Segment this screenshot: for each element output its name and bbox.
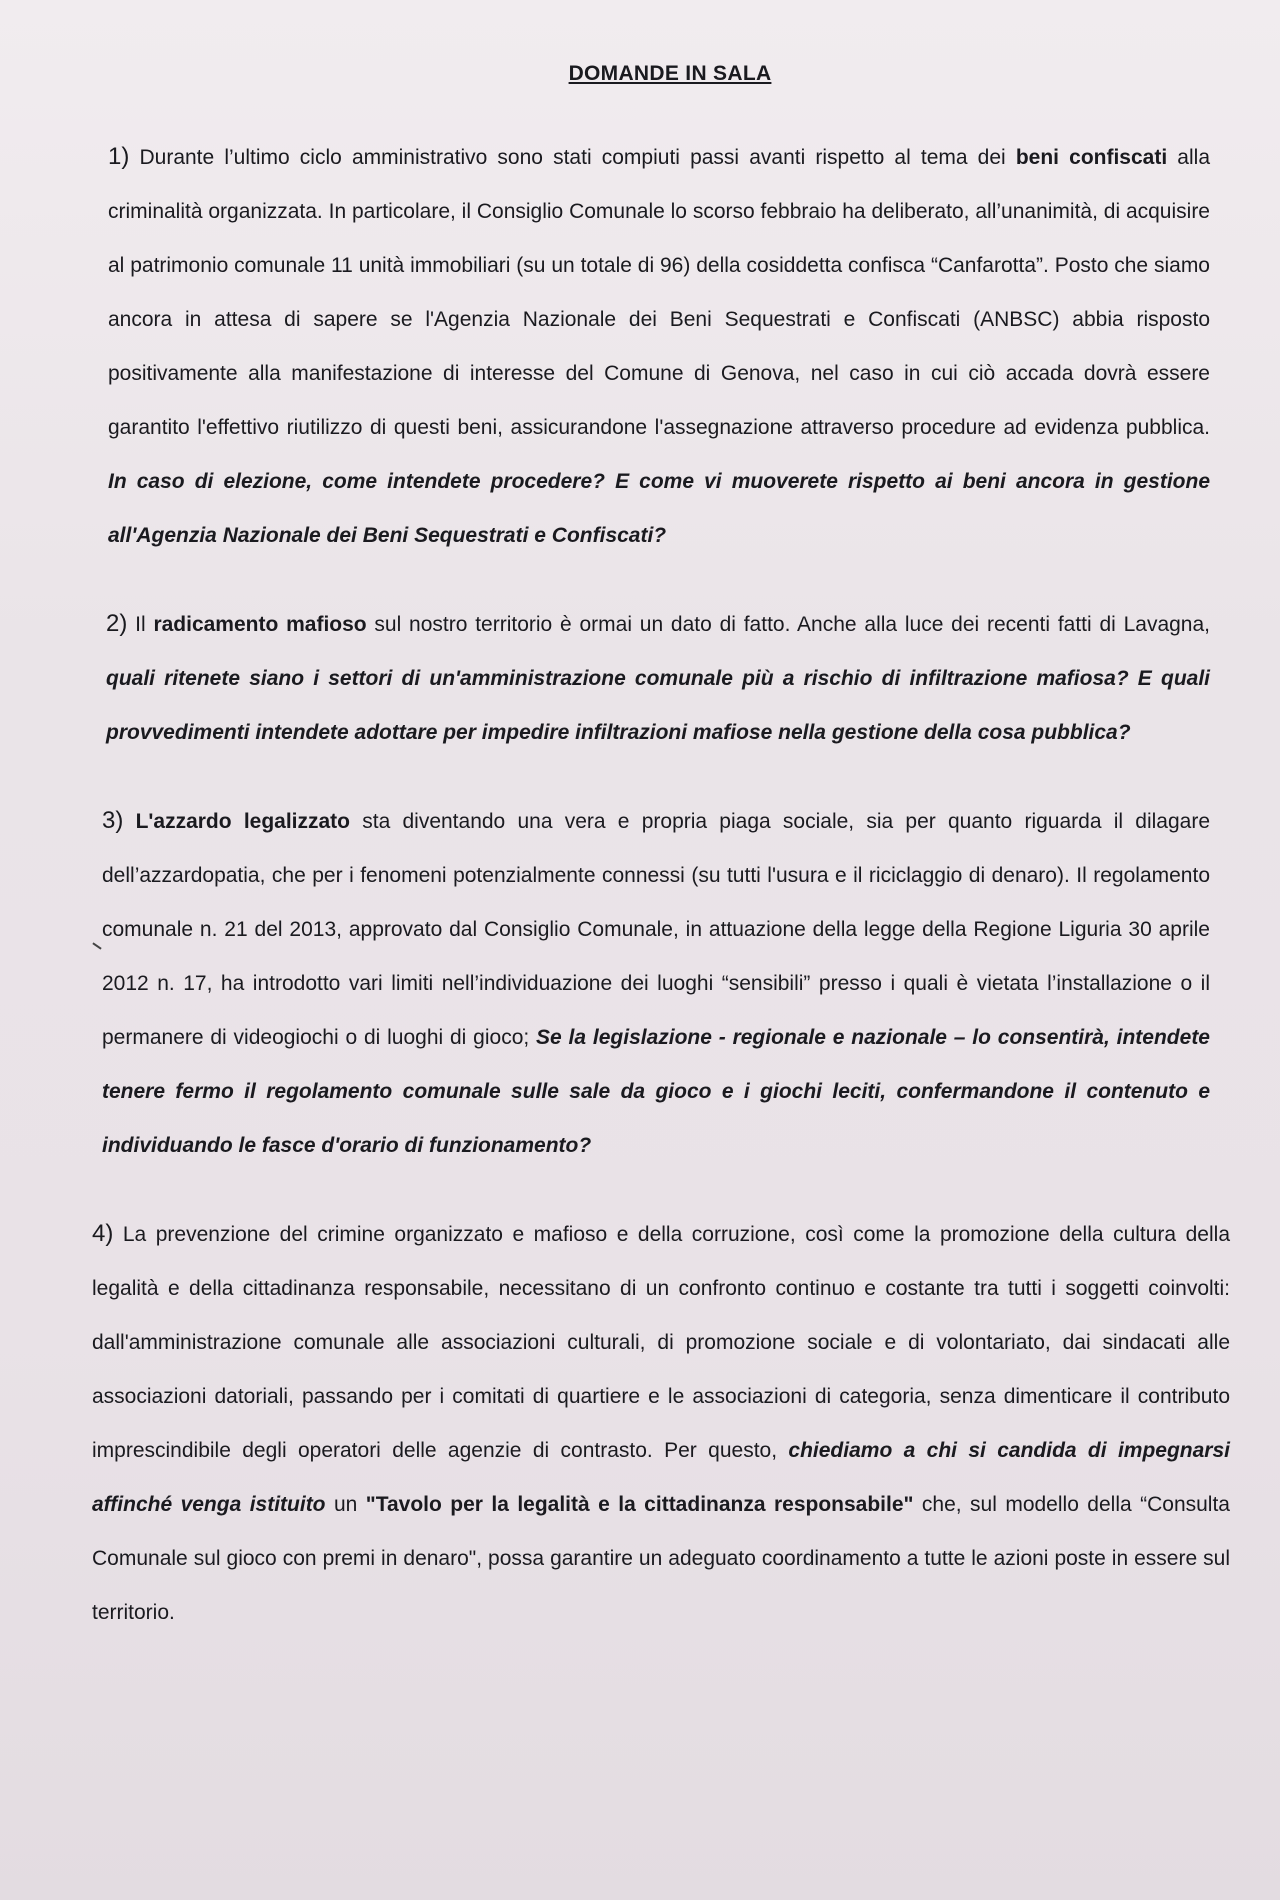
question-keyword: beni confiscati [1015,146,1168,169]
question-text: La prevenzione del crimine organizzato e mafioso e della corruzione, così come la promozione della cultura della legalità e della cittadinanza responsabile, necessitano di un confronto continuo e costante tra tutti i soggetti coinvolti: dall'amministrazione comunale alle associazioni culturali, di promozione sociale e di volontariato, dai sindacati alle associazioni datoriali, passando per i comitati di quartiere e le associazioni di categoria, senza dimenticare il contributo imprescindibile degli operatori delle agenzie di contrasto. Per questo, [92,1223,1230,1462]
question-text: Durante l’ultimo ciclo amministrativo sono stati compiuti passi avanti rispetto al tema dei [129,146,1016,169]
question-text [123,810,135,833]
question-ask: chiediamo a chi si candida di impegnarsi affinché venga istituito [92,1439,1230,1516]
question-ask: In caso di elezione, come intendete procedere? E come vi muoverete rispetto ai beni ancora in gestione all'Agenzia Nazionale dei Beni Sequestrati e Confiscati? [108,470,1210,547]
question-number: 4) [92,1220,114,1247]
question-keyword: L'azzardo legalizzato [135,810,351,833]
question-text: un [325,1493,366,1516]
question-text: sul nostro territorio è ormai un dato di fatto. Anche alla luce dei recenti fatti di Lavagna, [366,613,1210,636]
question-number: 2) [106,610,128,637]
question-text: sta diventando una vera e propria piaga sociale, sia per quanto riguarda il dilagare dell’azzardopatia, che per i fenomeni potenzialmente connessi (su tutti l'usura e il riciclaggio di denaro). Il regolamento comunale n. 21 del 2013, approvato dal Consiglio Comunale, in attuazione della legge della Regione Liguria 30 aprile 2012 n. 17, ha introdotto vari limiti nell’individuazione dei luoghi “sensibili” presso i quali è vietata l’installazione o il permanere di videogiochi o di luoghi di gioco; [102,810,1211,1049]
question-2 [106,597,1220,760]
document-title: DOMANDE IN SALA [568,62,772,85]
question-ask: quali ritenete siano i settori di un'amministrazione comunale più a rischio di infiltrazione mafiosa? E quali provvedimenti intendete adottare per impedire infiltrazioni mafiose nella gestione della cosa pubblica? [106,667,1210,744]
question-text: Il [127,613,154,636]
question-ask: Se la legislazione - regionale e nazionale – lo consentirà, intendete tenere fermo il regolamento comunale sulle sale da gioco e i giochi leciti, confermandone il contenuto e individuando le fasce d'orario di funzionamento? [102,1026,1210,1157]
question-keyword: "Tavolo per la legalità e la cittadinanza responsabile" [365,1493,914,1516]
question-keyword: radicamento mafioso [153,613,367,636]
question-text: che, sul modello della “Consulta Comunale sul gioco con premi in denaro", possa garantire un adeguato coordinamento a tutte le azioni poste in essere sul territorio. [92,1493,1230,1624]
question-3 [102,794,1220,1173]
question-number: 3) [102,807,124,834]
question-1 [108,130,1220,563]
question-number: 1) [108,143,130,170]
question-4 [92,1207,1240,1640]
question-text: alla criminalità organizzata. In particolare, il Consiglio Comunale lo scorso febbraio ha deliberato, all’unanimità, di acquisire al patrimonio comunale 11 unità immobiliari (su un totale di 96) della cosiddetta confisca “Canfarotta”. Posto che siamo ancora in attesa di sapere se l'Agenzia Nazionale dei Beni Sequestrati e Confiscati (ANBSC) abbia risposto positivamente alla manifestazione di interesse del Comune di Genova, nel caso in cui ciò accada dovrà essere garantito l'effettivo riutilizzo di questi beni, assicurandone l'assegnazione attraverso procedure ad evidenza pubblica. [108,146,1210,439]
